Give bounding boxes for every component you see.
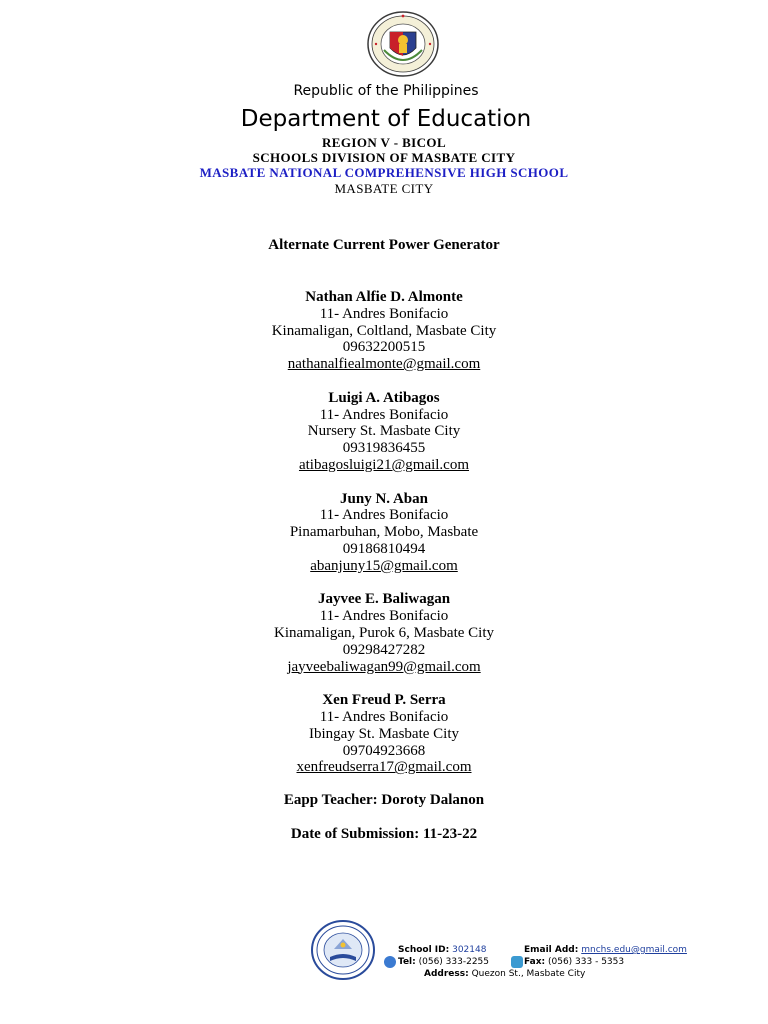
member-entry [0, 289, 768, 373]
republic-heading: Republic of the Philippines [293, 83, 479, 99]
member-entry [0, 390, 768, 474]
deped-seal-logo [366, 10, 440, 78]
member-email-link[interactable]: jayveebaliwagan99@gmail.com [287, 658, 481, 675]
footer-email [524, 945, 687, 955]
member-name: Juny N. Aban [340, 490, 428, 507]
member-phone: 09186810494 [342, 540, 426, 557]
member-name: Xen Freud P. Serra [322, 692, 446, 709]
department-heading: Department of Education [240, 106, 532, 132]
member-address: Kinamaligan, Coltland, Masbate City [271, 322, 497, 339]
member-section: 11- Andres Bonifacio [319, 406, 449, 423]
member-section: 11- Andres Bonifacio [319, 507, 449, 524]
member-entry [0, 591, 768, 675]
school-name-heading: MASBATE NATIONAL COMPREHENSIVE HIGH SCHOOL [199, 165, 569, 180]
division-heading: SCHOOLS DIVISION OF MASBATE CITY [252, 150, 516, 165]
footer-fax [524, 957, 624, 967]
member-section: 11- Andres Bonifacio [319, 608, 449, 625]
address-value: Quezon St., Masbate City [471, 969, 586, 979]
member-email-link[interactable]: abanjuny15@gmail.com [310, 557, 458, 574]
member-phone: 09632200515 [342, 339, 426, 356]
member-name: Jayvee E. Baliwagan [317, 591, 451, 608]
member-address: Pinamarbuhan, Mobo, Masbate [289, 524, 479, 541]
email-label: Email Add: [524, 945, 579, 955]
footer-school-id [398, 945, 486, 955]
member-phone: 09298427282 [342, 641, 426, 658]
member-email-link[interactable]: nathanalfiealmonte@gmail.com [287, 356, 481, 373]
city-heading: MASBATE CITY [334, 181, 434, 196]
member-name: Nathan Alfie D. Almonte [305, 289, 463, 305]
address-label: Address: [424, 969, 469, 979]
member-email-link[interactable]: atibagosluigi21@gmail.com [298, 456, 470, 473]
member-phone: 09319836455 [342, 440, 426, 457]
submission-date: Date of Submission: 11-23-22 [290, 826, 478, 842]
phone-icon [384, 956, 396, 968]
school-id-value: 302148 [452, 945, 487, 955]
members-list [0, 289, 768, 793]
project-title: Alternate Current Power Generator [268, 237, 500, 253]
tel-value: (056) 333-2255 [418, 957, 490, 967]
member-address: Ibingay St. Masbate City [309, 725, 459, 742]
member-entry [0, 491, 768, 575]
member-section: 11- Andres Bonifacio [319, 708, 449, 725]
tel-label: Tel: [398, 957, 416, 967]
school-seal-logo [310, 919, 376, 981]
fax-icon [511, 956, 523, 968]
region-heading: REGION V - BICOL [321, 135, 447, 150]
footer-address [424, 969, 585, 979]
teacher-line: Eapp Teacher: Doroty Dalanon [283, 792, 485, 808]
member-name: Luigi A. Atibagos [328, 389, 440, 406]
member-entry [0, 692, 768, 776]
member-address: Nursery St. Masbate City [307, 423, 461, 440]
school-id-label: School ID: [398, 945, 450, 955]
member-address: Kinamaligan, Purok 6, Masbate City [274, 624, 494, 641]
fax-value: (056) 333 - 5353 [547, 957, 625, 967]
footer-tel [398, 957, 489, 967]
fax-label: Fax: [524, 957, 546, 967]
member-email-link[interactable]: xenfreudserra17@gmail.com [296, 759, 472, 776]
school-email-link[interactable]: mnchs.edu@gmail.com [581, 945, 687, 955]
member-section: 11- Andres Bonifacio [319, 305, 449, 322]
member-phone: 09704923668 [342, 742, 426, 759]
